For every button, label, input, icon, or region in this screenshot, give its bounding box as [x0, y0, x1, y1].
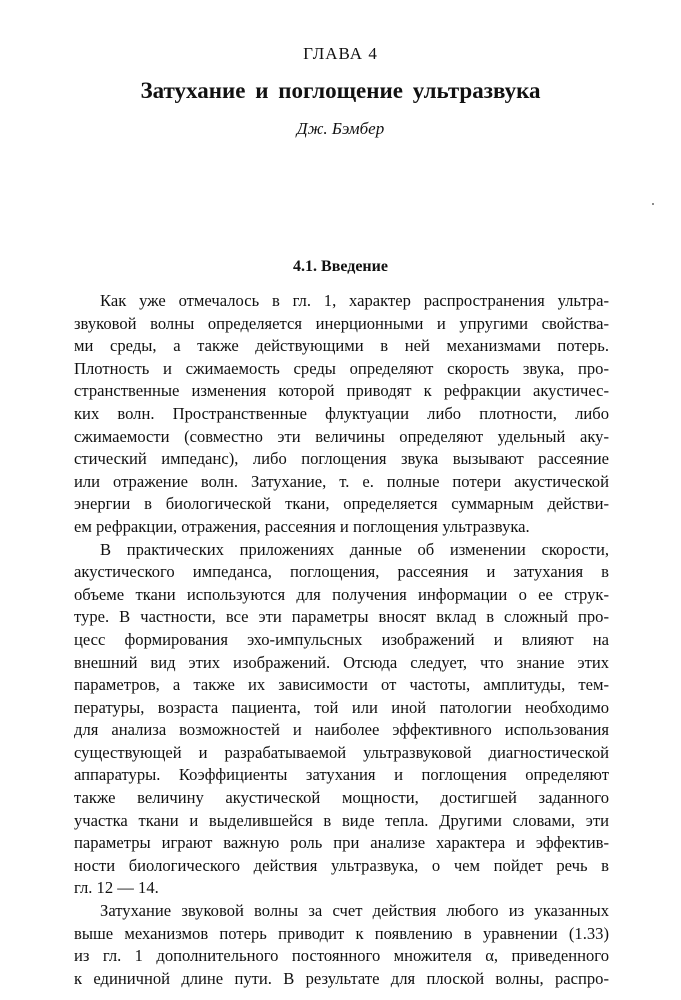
section-title: 4.1. Введение [293, 258, 388, 275]
scan-speck [652, 203, 654, 205]
chapter-title: Затухание и поглощение ультразвука [140, 78, 541, 103]
text-line: Плотность и сжимаемость среды определяют скорость звука, про- [74, 358, 609, 378]
text-line: также величину акустической мощности, достигшей заданного [74, 788, 609, 808]
text-line: сжимаемости (совместно эти величины определяют удельный аку- [74, 426, 609, 446]
text-line: Затухание звуковой волны за счет действия любого из указанных [100, 901, 609, 921]
text-line: странственные изменения которой приводят к рефракции акустичес- [74, 381, 609, 401]
text-line: гл. 12 — 14. [74, 878, 159, 898]
text-line: пературы, возраста пациента, той или иной патологии необходимо [74, 697, 609, 717]
text-line: В практических приложениях данные об изменении скорости, [100, 539, 609, 559]
text-line: параметров, а также их зависимости от частоты, амплитуды, тем- [74, 675, 609, 695]
text-line: цесс формирования эхо-импульсных изображений и влияют на [74, 629, 609, 649]
text-line: Как уже отмечалось в гл. 1, характер распространения ультра- [100, 291, 609, 310]
text-line: ми среды, а также действующими в ней механизмами потерь. [74, 336, 609, 356]
text-line: звуковой волны определяется инерционными и упругими свойства- [74, 313, 609, 333]
author-name: Дж. Бэмбер [296, 119, 385, 138]
text-line: ких волн. Пространственные флуктуации либо плотности, либо [74, 403, 609, 423]
body-text [74, 290, 609, 990]
text-line: из гл. 1 дополнительного постоянного множителя α, приведенного [74, 946, 609, 966]
text-line: аппаратуры. Коэффициенты затухания и поглощения определяют [74, 765, 609, 785]
chapter-label: ГЛАВА 4 [303, 44, 378, 63]
text-line: внешний вид этих изображений. Отсюда следует, что знание этих [74, 652, 609, 672]
text-line: участка ткани и выделившейся в виде тепла. Другими словами, эти [74, 810, 609, 830]
text-line: для анализа возможностей и наиболее эффективного использования [74, 720, 609, 740]
text-line: объеме ткани используются для получения информации о ее струк- [74, 584, 609, 604]
text-line: ности биологического действия ультразвука, о чем пойдет речь в [74, 855, 609, 875]
text-line: существующей и разрабатываемой ультразвуковой диагностической [74, 742, 609, 762]
text-line: энергии в биологической ткани, определяется суммарным действи- [74, 494, 609, 514]
text-line: выше механизмов потерь приводит к появлению в уравнении (1.33) [74, 923, 609, 943]
text-line: туре. В частности, все эти параметры вносят вклад в сложный про- [74, 607, 609, 627]
text-line: к единичной длине пути. В результате для плоской волны, распро- [74, 968, 609, 988]
text-line: стический импеданс), либо поглощения звука вызывают рассеяние [74, 449, 609, 469]
text-line: параметры играют важную роль при анализе характера и эффектив- [74, 833, 609, 853]
text-line: ем рефракции, отражения, рассеяния и поглощения ультразвука. [74, 516, 530, 536]
text-line: акустического импеданса, поглощения, рассеяния и затухания в [74, 562, 609, 582]
text-line: или отражение волн. Затухание, т. е. полные потери акустической [74, 471, 609, 491]
